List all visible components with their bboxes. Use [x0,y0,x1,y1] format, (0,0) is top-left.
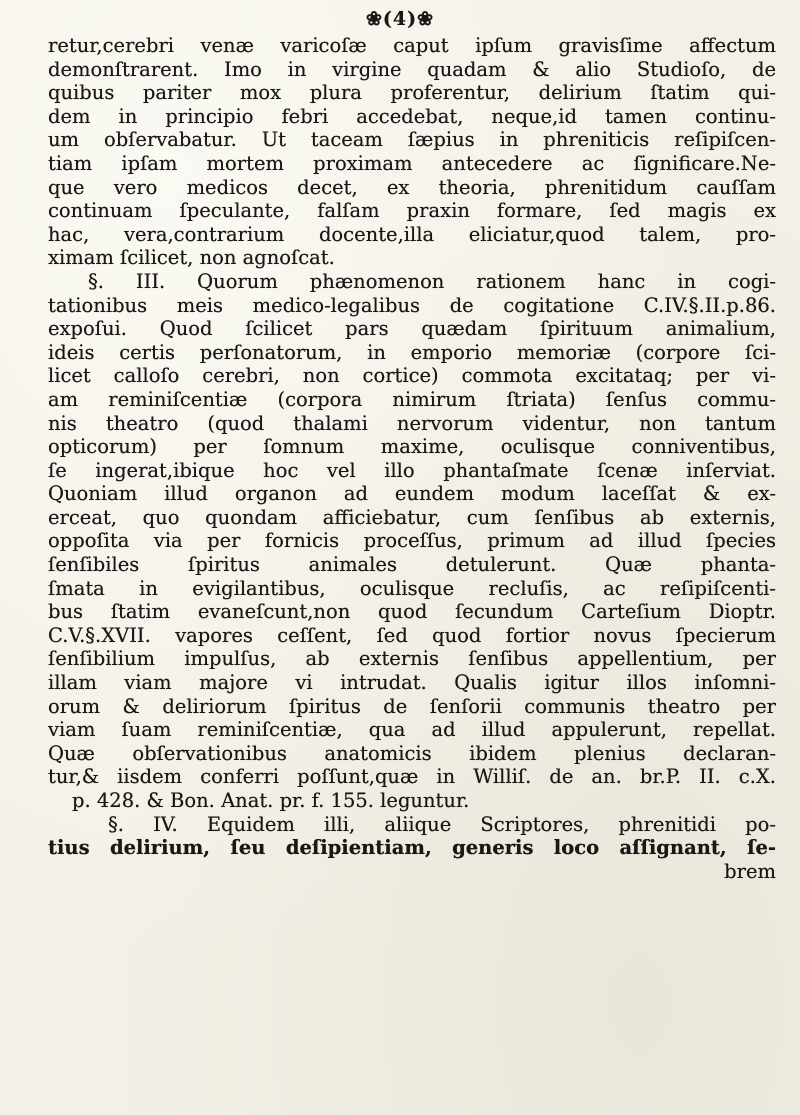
text-line: um obſervabatur. Ut taceam ſæpius in phreniticis reſipiſcen- [48,128,776,152]
text-line: oppoſita via per fornicis proceſſus, primum ad illud ſpecies [48,529,776,553]
text-line: ſenſibiles ſpiritus animales detulerunt. Quæ phanta- [48,553,776,577]
section-heading-line: §. III. Quorum phænomenon rationem hanc in cogi- [88,269,776,293]
text-line: ideis certis perſonatorum, in emporio memoriæ (corpore ſci- [48,340,776,364]
text-line: retur,cerebri venæ varicoſæ caput ipſum gravisſime affectum [48,34,776,57]
text-line: tius delirium, ſeu deſipientiam, generis loco aſſignant, ſe- [48,836,776,860]
text-line: tur,& iisdem conferri poſſunt,quæ in Williſ. de an. br.P. II. c.X. [48,765,776,789]
text-line: viam ſuam reminiſcentiæ, qua ad illud appulerunt, repellat. [48,718,776,742]
text-line: opticorum) per ſomnum maxime, oculisque conniventibus, [48,435,776,459]
text-line: ſe ingerat,ibique hoc vel illo phantaſmate ſcenæ inſerviat. [48,458,776,482]
catchword: brem [724,859,776,883]
text-line: C.V.§.XVII. vapores ceſſent, ſed quod fortior novus ſpecierum [48,623,776,647]
text-line: erceat, quo quondam afficiebatur, cum ſenſibus ab externis, [48,505,776,529]
text-line: hac, vera,contrarium docente,illa eliciatur,quod talem, pro- [48,222,776,246]
page-number-header: ❀(4)❀ [365,8,435,30]
section-heading-line: §. IV. Equidem illi, aliique Scriptores, phrenitidi po- [108,812,776,836]
text-line: illam viam majore vi intrudat. Qualis igitur illos inſomni- [48,671,776,695]
text-line: orum & deliriorum ſpiritus de ſenſorii communis theatro per [48,694,776,718]
text-line: que vero medicos decet, ex theoria, phrenitidum cauſſam [48,175,776,199]
body-text [48,34,776,883]
text-line: licet calloſo cerebri, non cortice) commota excitataq; per vi- [48,364,776,388]
text-line: expoſui. Quod ſcilicet pars quædam ſpirituum animalium, [48,317,776,341]
text-line: ſmata in evigilantibus, oculisque recluſis, ac reſipiſcenti- [48,576,776,600]
text-line: tiam ipſam mortem proximam antecedere ac ſignificare.Ne- [48,151,776,175]
text-line: bus ſtatim evaneſcunt,non quod ſecundum Carteſium Dioptr. [48,600,776,624]
text-line: p. 428. & Bon. Anat. pr. f. 155. leguntur. [72,789,470,812]
text-line: am reminiſcentiæ (corpora nimirum ſtriata) ſenſus commu- [48,387,776,411]
text-line: ſenſibilium impulſus, ab externis ſenſibus appellentium, per [48,647,776,671]
text-line: dem in principio febri accedebat, neque,id tamen continu- [48,104,776,128]
text-line: tationibus meis medico-legalibus de cogitatione C.IV.§.II.p.86. [48,293,776,317]
text-line: continuam ſpeculante, falſam praxin formare, ſed magis ex [48,199,776,223]
text-line: Quoniam illud organon ad eundem modum laceſſat & ex- [48,482,776,506]
text-line: nis theatro (quod thalami nervorum videntur, non tantum [48,411,776,435]
text-line: Quæ obſervationibus anatomicis ibidem plenius declaran- [48,741,776,765]
text-line: demonſtrarent. Imo in virgine quadam & alio Studioſo, de [48,57,776,81]
text-line: quibus pariter mox plura proferentur, delirium ſtatim qui- [48,81,776,105]
text-line: ximam ſcilicet, non agnoſcat. [48,246,335,270]
